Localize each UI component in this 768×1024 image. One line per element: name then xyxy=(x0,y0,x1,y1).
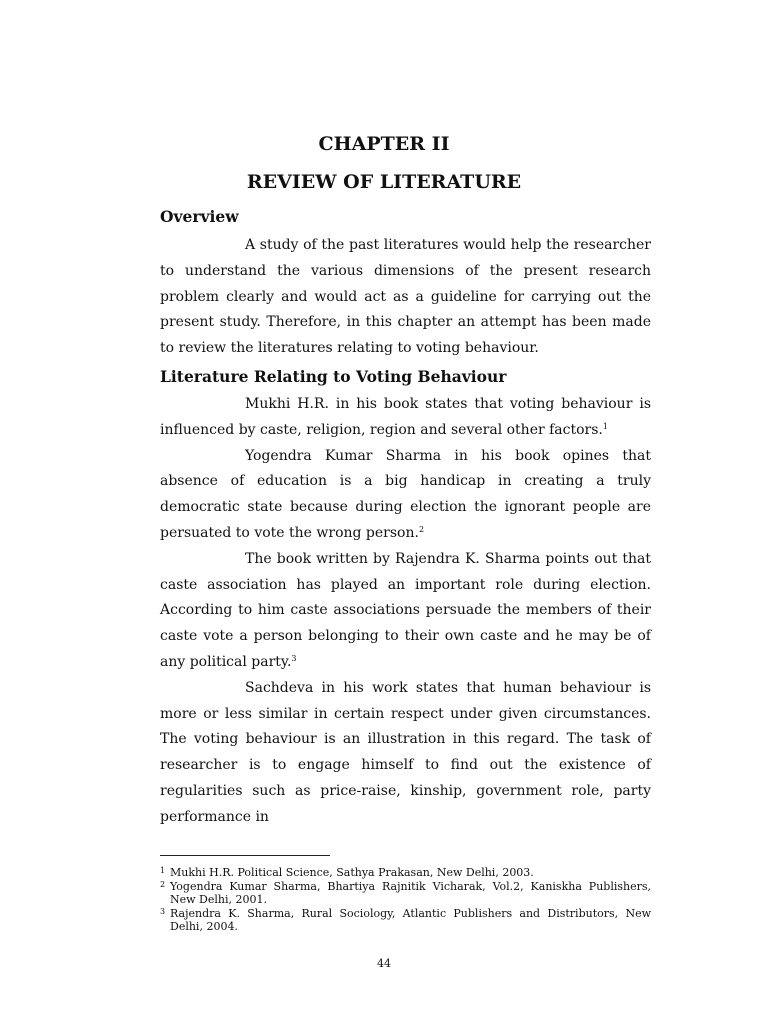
literature-section xyxy=(160,367,651,386)
paragraph: The book written by Rajendra K. Sharma points out that caste association has played an important role during election. According to him caste associations persuade the members of their caste vote a person belonging to their own caste and he may be of any political party.$^3$ xyxy=(160,550,651,670)
overview-body xyxy=(160,233,651,362)
footnote-text: Mukhi H.R. Political Science, Sathya Prakasan, New Delhi, 2003. xyxy=(170,866,534,879)
chapter-label: CHAPTER II xyxy=(318,133,450,155)
footnote xyxy=(160,880,651,907)
footnote-ref: 1 xyxy=(602,421,608,431)
chapter-title: REVIEW OF LITERATURE xyxy=(246,171,522,193)
footnote-mark: 2 xyxy=(160,879,166,889)
footnote-text: Rajendra K. Sharma, Rural Sociology, Atlantic Publishers and Distributors, New Delhi, 2004. xyxy=(170,906,651,934)
paragraph: Yogendra Kumar Sharma in his book opines that absence of education is a big handicap in creating a truly democratic state because during election the ignorant people are persuated to vote the wrong person.$^2$ xyxy=(160,447,651,541)
overview-section xyxy=(160,207,651,226)
footnote-mark: 3 xyxy=(160,906,166,916)
footnote-ref: 3 xyxy=(291,653,297,663)
paragraph: Mukhi H.R. in his book states that voting behaviour is influenced by caste, religion, region and several other factors.$^1$ xyxy=(160,396,651,438)
paragraph: Sachdeva in his work states that human behaviour is more or less similar in certain respect under given circumstances. The voting behaviour is an illustration in this regard. The task of researcher is to engage himself to find out the existence of regularities such as price-raise, kinship, government role, party performance in xyxy=(160,679,651,825)
paragraph: A study of the past literatures would help the researcher to understand the various dimensions of the present research problem clearly and would act as a guideline for carrying out the present study. Therefore, in this chapter an attempt has been made to review the literatures relating to voting behaviour. xyxy=(160,237,651,357)
footnote-ref: 2 xyxy=(418,524,425,534)
footnote xyxy=(160,866,651,880)
footnote-divider xyxy=(160,855,330,856)
page-number: 44 xyxy=(377,957,391,970)
footnote-text: Yogendra Kumar Sharma, Bhartiya Rajnitik Vicharak, Vol.2, Kaniskha Publishers, New Delhi, 2001. xyxy=(170,879,651,907)
footnote-mark: 1 xyxy=(160,866,166,875)
section-heading-overview: Overview xyxy=(160,207,239,226)
section-heading-literature: Literature Relating to Voting Behaviour xyxy=(160,367,507,386)
literature-body xyxy=(160,392,651,831)
footnotes xyxy=(160,866,651,934)
footnote xyxy=(160,907,651,934)
